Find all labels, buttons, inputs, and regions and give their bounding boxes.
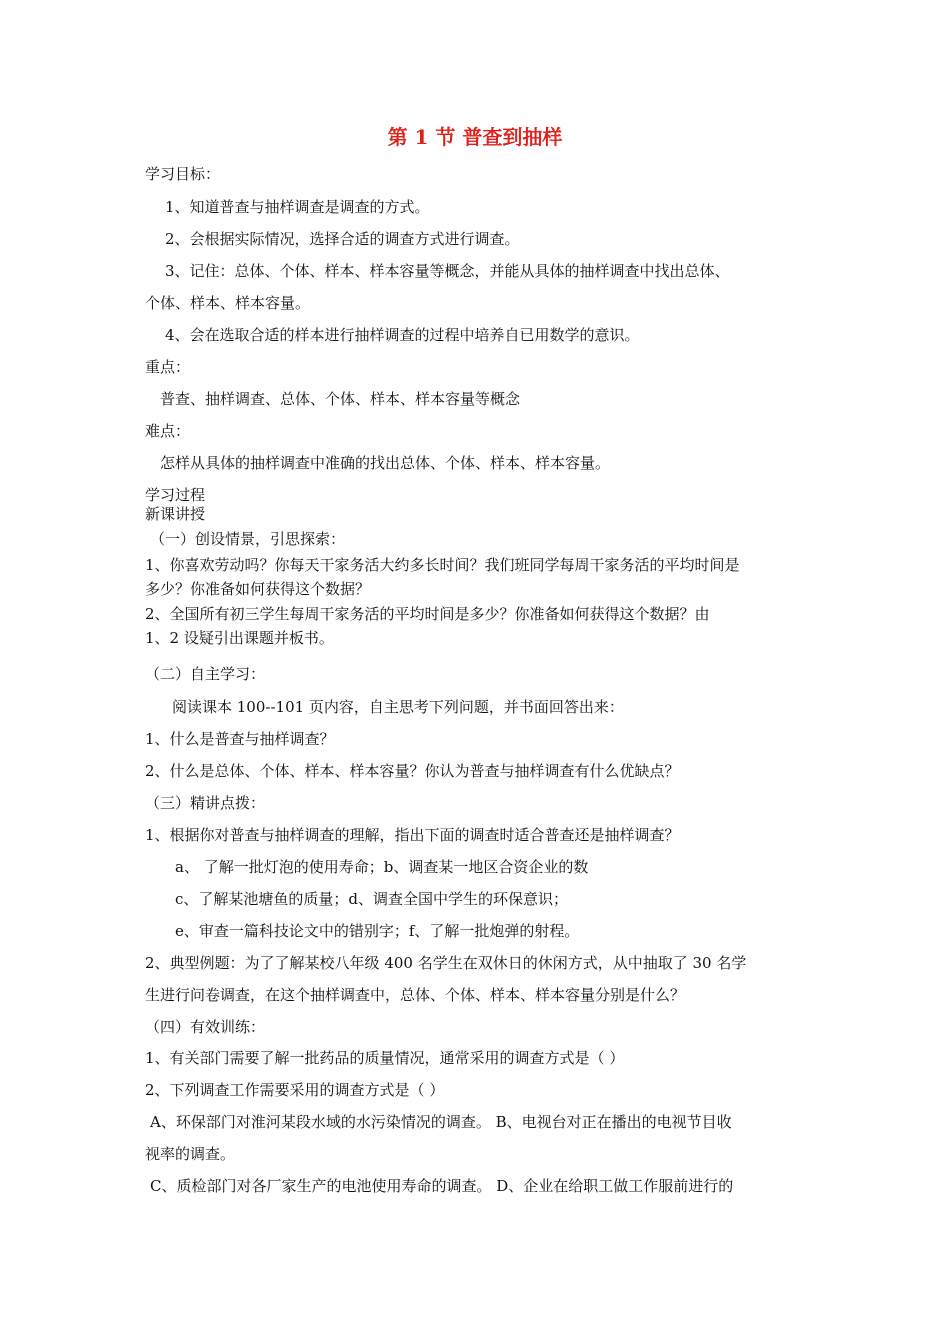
section-1-q2-line-2: 1、2 设疑引出课题并板书。 <box>145 629 334 647</box>
section-1-q1-line-1: 1、你喜欢劳动吗？你每天干家务活大约多长时间？我们班同学每周干家务活的平均时间是 <box>145 556 740 574</box>
section-2-q1: 1、什么是普查与抽样调查？ <box>145 730 335 748</box>
objective-item-3-line-2: 个体、样本、样本容量。 <box>145 294 311 312</box>
section-1-q2-line-1: 2、全国所有初三学生每周干家务活的平均时间是多少？你准备如何获得这个数据？由 <box>145 605 710 623</box>
section-4-option-ab-line-2: 视率的调查。 <box>145 1145 236 1163</box>
section-4-option-cd-line-1: C、质检部门对各厂家生产的电池使用寿命的调查。 D、企业在给职工做工作服前进行的 <box>150 1177 734 1195</box>
objective-item-3-line-1: 3、记住：总体、个体、样本、样本容量等概念，并能从具体的抽样调查中找出总体、 <box>165 262 730 280</box>
key-points-heading: 重点： <box>145 358 191 376</box>
section-3-heading: （三）精讲点拨： <box>145 794 266 812</box>
process-subheading: 新课讲授 <box>145 505 206 523</box>
difficulties-heading: 难点： <box>145 422 191 440</box>
section-3-q1: 1、根据你对普查与抽样调查的理解，指出下面的调查时适合普查还是抽样调查？ <box>145 826 680 844</box>
section-1-heading: （一）创设情景，引思探索： <box>150 530 346 548</box>
process-heading: 学习过程 <box>145 486 206 504</box>
section-2-intro: 阅读课本 100--101 页内容，自主思考下列问题，并书面回答出来： <box>172 698 624 716</box>
section-2-heading: （二）自主学习： <box>145 665 266 683</box>
section-4-option-ab-line-1: A、环保部门对淮河某段水域的水污染情况的调查。 B、电视台对正在播出的电视节目收 <box>150 1113 732 1131</box>
section-3-option-ab: a、 了解一批灯泡的使用寿命；b、调查某一地区合资企业的数 <box>175 858 589 876</box>
section-4-heading: （四）有效训练： <box>145 1018 266 1036</box>
objective-item-4: 4、会在选取合适的样本进行抽样调查的过程中培养自已用数学的意识。 <box>165 326 640 344</box>
difficulties-content: 怎样从具体的抽样调查中准确的找出总体、个体、样本、样本容量。 <box>160 454 611 472</box>
section-4-q2: 2、下列调查工作需要采用的调查方式是（ ） <box>145 1081 445 1099</box>
key-points-content: 普查、抽样调查、总体、个体、样本、样本容量等概念 <box>160 390 521 408</box>
objective-item-1: 1、知道普查与抽样调查是调查的方式。 <box>165 198 430 216</box>
objectives-heading: 学习目标： <box>145 165 221 183</box>
objective-item-2: 2、会根据实际情况，选择合适的调查方式进行调查。 <box>165 230 520 248</box>
section-3-option-ef: e、审查一篇科技论文中的错别字；f、了解一批炮弹的射程。 <box>175 922 580 940</box>
section-4-q1: 1、有关部门需要了解一批药品的质量情况，通常采用的调查方式是（ ） <box>145 1049 625 1067</box>
section-3-q2-line-1: 2、典型例题：为了了解某校八年级 400 名学生在双休日的休闲方式，从中抽取了 30 名学 <box>145 954 747 972</box>
page-title: 第 1 节 普查到抽样 <box>387 125 563 149</box>
section-2-q2: 2、什么是总体、个体、样本、样本容量？你认为普查与抽样调查有什么优缺点？ <box>145 762 680 780</box>
section-3-q2-line-2: 生进行问卷调查，在这个抽样调查中，总体、个体、样本、样本容量分别是什么？ <box>145 986 686 1004</box>
section-3-option-cd: c、了解某池塘鱼的质量；d、调查全国中学生的环保意识； <box>175 890 569 908</box>
section-1-q1-line-2: 多少？你准备如何获得这个数据？ <box>145 580 371 598</box>
